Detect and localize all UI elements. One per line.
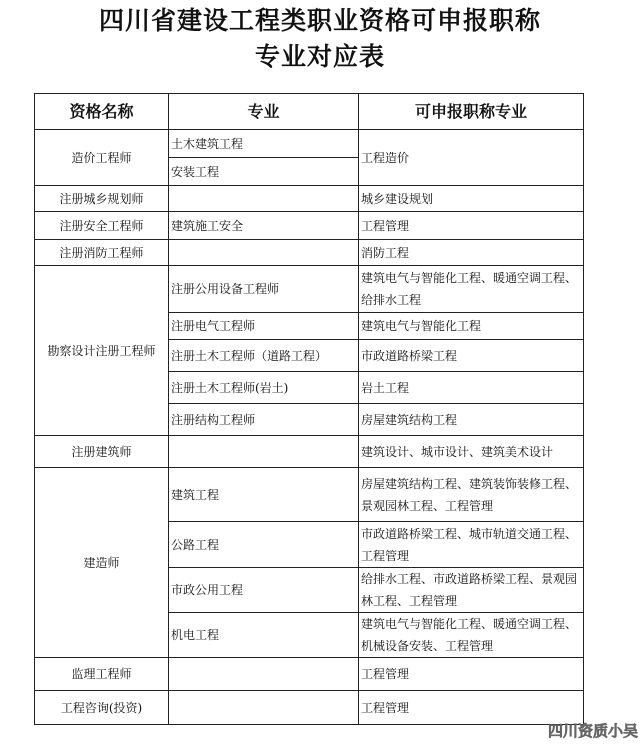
titles-cell: 建筑设计、城市设计、建筑美术设计 — [359, 436, 584, 468]
titles-cell: 工程造价 — [359, 130, 584, 186]
document-title-line2: 专业对应表 — [254, 42, 385, 71]
major-cell: 注册电气工程师 — [169, 313, 359, 340]
major-cell — [169, 436, 359, 468]
major-cell: 注册土木工程师(岩土) — [169, 372, 359, 404]
major-cell: 市政公用工程 — [169, 568, 359, 613]
major-cell: 建筑工程 — [169, 468, 359, 522]
titles-cell: 房屋建筑结构工程、建筑装饰装修工程、景观园林工程、工程管理 — [359, 468, 584, 522]
major-cell: 公路工程 — [169, 522, 359, 568]
titles-cell: 市政道路桥梁工程 — [359, 340, 584, 372]
table-row — [35, 130, 584, 158]
titles-cell: 城乡建设规划 — [359, 186, 584, 212]
major-cell: 注册土木工程师（道路工程） — [169, 340, 359, 372]
titles-cell: 岩土工程 — [359, 372, 584, 404]
qualification-cell: 造价工程师 — [35, 130, 169, 186]
major-cell: 土木建筑工程 — [169, 130, 359, 158]
major-cell: 安装工程 — [169, 158, 359, 186]
titles-cell: 房屋建筑结构工程 — [359, 404, 584, 436]
qualification-cell: 建造师 — [35, 468, 169, 658]
table-row — [35, 212, 584, 240]
header-major: 专业 — [169, 94, 359, 130]
titles-cell: 市政道路桥梁工程、城市轨道交通工程、工程管理 — [359, 522, 584, 568]
major-cell: 机电工程 — [169, 613, 359, 658]
header-titles: 可申报职称专业 — [359, 94, 584, 130]
major-cell — [169, 658, 359, 691]
major-cell — [169, 240, 359, 266]
qualification-cell: 注册建筑师 — [35, 436, 169, 468]
major-cell: 注册公用设备工程师 — [169, 266, 359, 313]
qualification-cell: 注册消防工程师 — [35, 240, 169, 266]
major-cell: 建筑施工安全 — [169, 212, 359, 240]
titles-cell: 建筑电气与智能化工程 — [359, 313, 584, 340]
table-row — [35, 436, 584, 468]
watermark: 四川资质小吴 — [547, 722, 638, 740]
major-cell: 注册结构工程师 — [169, 404, 359, 436]
qualification-table — [34, 93, 584, 725]
qualification-cell: 注册安全工程师 — [35, 212, 169, 240]
table-row — [35, 691, 584, 725]
document-title-line1: 四川省建设工程类职业资格可申报职称 — [98, 6, 541, 35]
qualification-cell: 工程咨询(投资) — [35, 691, 169, 725]
titles-cell: 建筑电气与智能化工程、暖通空调工程、给排水工程 — [359, 266, 584, 313]
table-row — [35, 658, 584, 691]
titles-cell: 消防工程 — [359, 240, 584, 266]
table-header-row — [35, 94, 584, 130]
major-cell — [169, 186, 359, 212]
table-row — [35, 240, 584, 266]
qualification-cell: 勘察设计注册工程师 — [35, 266, 169, 436]
titles-cell: 给排水工程、市政道路桥梁工程、景观园林工程、工程管理 — [359, 568, 584, 613]
table-row — [35, 186, 584, 212]
titles-cell: 工程管理 — [359, 212, 584, 240]
qualification-cell: 注册城乡规划师 — [35, 186, 169, 212]
titles-cell: 工程管理 — [359, 658, 584, 691]
qualification-cell: 监理工程师 — [35, 658, 169, 691]
table-row — [35, 468, 584, 522]
header-qualification: 资格名称 — [35, 94, 169, 130]
table-row — [35, 266, 584, 313]
titles-cell: 建筑电气与智能化工程、暖通空调工程、机械设备安装、工程管理 — [359, 613, 584, 658]
major-cell — [169, 691, 359, 725]
titles-cell: 工程管理 — [359, 691, 584, 725]
